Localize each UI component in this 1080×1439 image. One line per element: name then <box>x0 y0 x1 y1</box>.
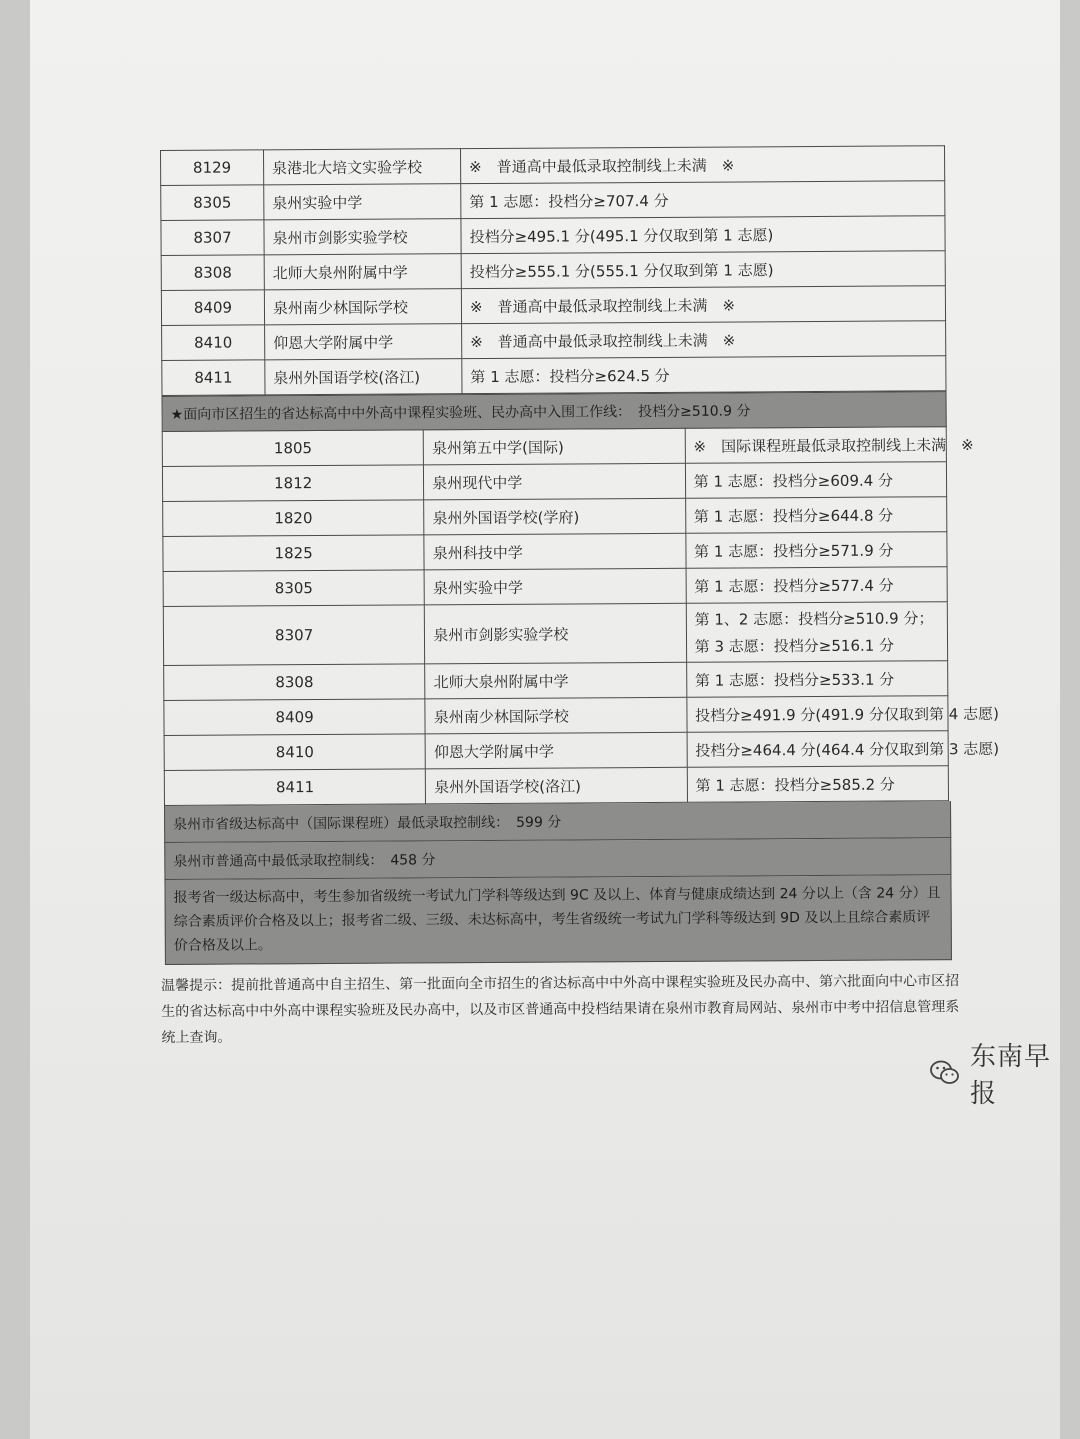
school-name: 泉州科技中学 <box>424 533 686 570</box>
admission-table-2 <box>162 391 1000 806</box>
table-row <box>161 146 945 186</box>
band-row-1 <box>162 392 946 432</box>
band-1-text: ★面向市区招生的省达标高中中外高中课程实验班、民办高中入围工作线： 投档分≥510.9 分 <box>162 392 946 432</box>
school-code: 8129 <box>161 150 264 186</box>
score-cell: 投档分≥495.1 分(495.1 分仅取到第 1 志愿) <box>461 216 945 254</box>
score-cell: 投档分≥491.9 分(491.9 分仅取到第 4 志愿) <box>687 696 949 733</box>
score-cell: 第 1 志愿：投档分≥585.2 分 <box>687 766 949 803</box>
paper-sheet <box>30 0 1060 1439</box>
school-name: 泉州市剑影实验学校 <box>425 603 687 664</box>
table-row <box>163 602 947 666</box>
table-row <box>163 567 947 607</box>
school-name: 泉州南少林国际学校 <box>264 289 461 325</box>
table-row <box>161 251 945 291</box>
table-row <box>162 356 946 396</box>
table-row <box>161 216 945 256</box>
school-name: 仰恩大学附属中学 <box>425 732 687 769</box>
score-cell: 投档分≥555.1 分(555.1 分仅取到第 1 志愿) <box>461 251 945 289</box>
school-code: 8308 <box>161 255 264 291</box>
table-row <box>163 532 947 572</box>
admission-table-1 <box>160 145 946 396</box>
table-row <box>164 696 948 736</box>
school-name: 北师大泉州附属中学 <box>425 662 687 699</box>
score-cell: 第 1 志愿：投档分≥577.4 分 <box>686 567 948 604</box>
score-cell: 第 1 志愿：投档分≥533.1 分 <box>686 661 948 698</box>
school-code: 8410 <box>162 325 265 361</box>
score-cell: 第 1 志愿：投档分≥707.4 分 <box>461 181 945 219</box>
score-cell: 第 1 志愿：投档分≥624.5 分 <box>462 356 946 394</box>
score-cell <box>686 602 948 663</box>
school-name: 泉州南少林国际学校 <box>425 697 687 734</box>
school-code: 8409 <box>164 699 426 736</box>
score-line: 第 3 志愿：投档分≥516.1 分 <box>694 636 895 656</box>
school-name: 泉州现代中学 <box>424 463 686 500</box>
score-cell: ※ 普通高中最低录取控制线上未满 ※ <box>462 321 946 359</box>
notes <box>161 968 961 1051</box>
table-row <box>162 427 946 467</box>
table-row <box>162 462 946 502</box>
score-line: 第 1、2 志愿：投档分≥510.9 分； <box>694 609 934 629</box>
school-name: 仰恩大学附属中学 <box>265 324 462 360</box>
table-row <box>161 181 945 221</box>
school-code: 8409 <box>161 290 264 326</box>
band-3: 泉州市普通高中最低录取控制线： 458 分 <box>164 838 951 880</box>
school-code: 1805 <box>162 430 424 467</box>
score-cell: ※ 普通高中最低录取控制线上未满 ※ <box>460 146 944 184</box>
score-cell: 第 1 志愿：投档分≥644.8 分 <box>685 497 947 534</box>
table-row <box>163 497 947 537</box>
school-name: 泉州实验中学 <box>264 184 461 220</box>
school-name: 泉州市剑影实验学校 <box>264 219 461 255</box>
notes-text: 温馨提示：提前批普通高中自主招生、第一批面向全市招生的省达标高中中外高中课程实验班及民办高中、第六批面向中心市区招生的省达标高中中外高中课程实验班及民办高中，以及市区普通高中投档结果请在泉州市教育局网站、泉州市中考中招信息管理系统上查询。 <box>161 973 960 1047</box>
school-code: 1820 <box>163 500 425 537</box>
score-cell: ※ 普通高中最低录取控制线上未满 ※ <box>461 286 945 324</box>
school-code: 1825 <box>163 535 425 572</box>
band-2: 泉州市省级达标高中（国际课程班）最低录取控制线： 599 分 <box>164 801 951 843</box>
table-row <box>164 766 948 806</box>
school-code: 8307 <box>161 220 264 256</box>
band-4: 报考省一级达标高中，考生参加省级统一考试九门学科等级达到 9C 及以上、体育与健康成绩达到 24 分以上（含 24 分）且综合素质评价合格及以上；报考省二级、三级、未达标高中，考生省级统一考试九门学科等级达到 9D 及以上且综合素质评价合格及以上。 <box>164 875 952 965</box>
school-name: 泉港北大培文实验学校 <box>264 149 461 185</box>
school-code: 8305 <box>161 185 264 221</box>
table-row <box>164 661 948 701</box>
school-code: 8308 <box>164 664 426 701</box>
score-cell: 第 1 志愿：投档分≥609.4 分 <box>685 462 947 499</box>
school-name: 泉州外国语学校(洛江) <box>426 767 688 804</box>
school-name: 泉州外国语学校(洛江) <box>265 359 462 395</box>
school-name: 北师大泉州附属中学 <box>264 254 461 290</box>
table-row <box>164 731 948 771</box>
table-row <box>161 286 945 326</box>
school-name: 泉州实验中学 <box>424 568 686 605</box>
school-code: 8410 <box>164 734 426 771</box>
school-code: 8305 <box>163 570 425 607</box>
logo-text: 东南早报 <box>970 1042 1052 1109</box>
school-name: 泉州第五中学(国际) <box>424 428 686 465</box>
score-cell: 投档分≥464.4 分(464.4 分仅取到第 3 志愿) <box>687 731 949 768</box>
logo <box>930 1036 1060 1110</box>
wechat-icon <box>930 1060 960 1086</box>
school-code: 8411 <box>162 360 265 396</box>
school-code: 1812 <box>162 465 424 502</box>
school-name: 泉州外国语学校(学府) <box>424 498 686 535</box>
school-code: 8307 <box>163 605 425 666</box>
score-cell: 第 1 志愿：投档分≥571.9 分 <box>686 532 948 569</box>
document-content <box>160 145 1000 1051</box>
school-code: 8411 <box>164 769 426 806</box>
table-row <box>162 321 946 361</box>
score-cell: ※ 国际课程班最低录取控制线上未满 ※ <box>685 427 947 464</box>
